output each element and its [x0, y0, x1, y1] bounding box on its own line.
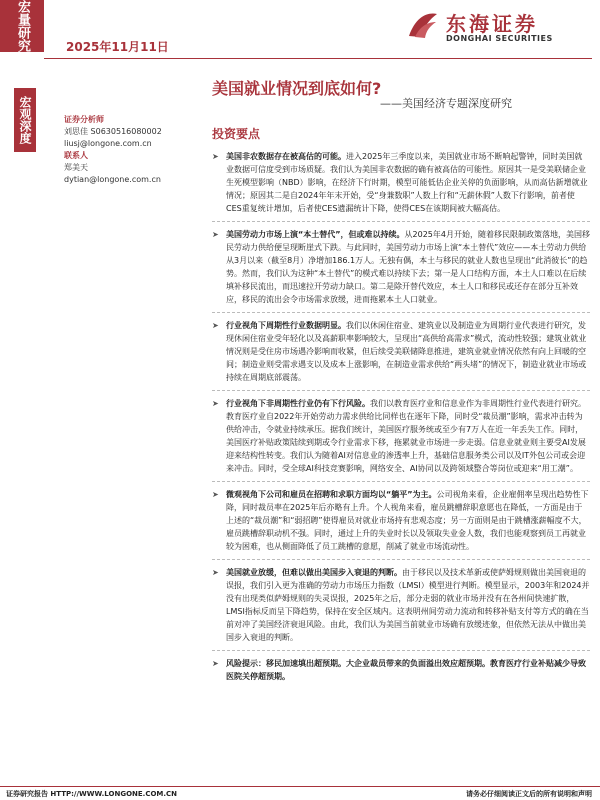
- logo-chinese-name: 东海证券: [446, 12, 538, 36]
- footer-disclaimer: 请务必仔细阅读正文后的所有说明和声明: [466, 790, 592, 798]
- bullet-arrow-icon: ➤: [212, 659, 219, 668]
- contact-email[interactable]: dytian@longone.com.cn: [64, 175, 161, 184]
- key-point-lead: 美国非农数据存在被高估的可能。: [226, 152, 346, 161]
- footer-divider: [0, 786, 600, 787]
- analyst-info: [64, 114, 204, 186]
- key-point-body: 公司视角来看，企业雇佣率呈现出趋势性下降，同时裁员率在2025年后亦略有上升。个人视角来看，雇员跳槽辞职意愿也在降低，一方面是由于上述的“裁员潮”和“弱招聘”使得雇员对就业市场持有悲观态度；另一方面则是由于跳槽涨薪幅度不大，雇员跳槽辞职动机不强。同时，通过上升的失业时长以及领取失业金人数，我们也能观察到员工再就业较为困难，也从侧面降低了员工跳槽的意愿，削减了就业市场流动性。: [226, 490, 589, 551]
- report-title: 美国就业情况到底如何?: [212, 79, 382, 98]
- key-point-lead: 美国劳动力市场上演“本土替代”，但或难以持续。: [226, 230, 405, 239]
- key-point-body: 我们以休闲住宿业、建筑业以及制造业为周期行业代表进行研究，发现休闲住宿业受年轻化以及高薪职率影响较大，呈现出“高供给高需求”模式，流动性较强；建筑业就业情况则是受住房市场遇冷影响而收紧，但后续受美联储降息推进，建筑业就业情况依然有向上回暖的空间；制造业则受需求遇支以及成本上涨影响，在制造业需求供给“两头堵”的情况下，制造业就业市场或持续在周期底部震荡。: [226, 321, 587, 382]
- report-type-tab: 宏量研究: [0, 0, 44, 52]
- key-point-body: 进入2025年三季度以来，美国就业市场不断响起警钟，同时美国就业数据可信度受到市场质疑。我们认为美国非农数据的确有被高估的可能性。原因其一是受美联储企业生死模型影响（NBD）影响，在经济下行时期，模型可能低估企业关停的负面影响，从而高估新增就业情况；原因其二是自2024年年末开始，受“身兼数职”人数上行和“无薪休假”人数下行影响，前者使CES重复统计增加，后者使CES遗漏统计下降，使得CES在该期间被大幅高估。: [226, 152, 588, 213]
- key-point-lead: 行业视角下非周期性行业仍有下行风险。: [226, 399, 370, 408]
- section-title: 投资要点: [212, 127, 261, 141]
- bullet-arrow-icon: ➤: [212, 399, 219, 408]
- key-point-body: 我们以教育医疗业和信息业作为非周期性行业代表进行研究。教育医疗业自2022年开始劳动力需求供给比同样也在逐年下降，同时受“裁员潮”影响，需求冲击转为供给冲击，令就业持续承压。据我们统计，美国医疗服务统或至少有7万人在近一年丢失工作。同时，美国医疗补贴政策陆续到期或令行业需求下移，拖累就业市场进一步走弱。信息业就业则主要受AI发展迎来结构性转变。我们认为随着AI对信息业的渗透率上升，基础信息服务类公司以及IT外包公司或会迎来冲击。同时，受全球AI科技竞赛影响，网络安全、AI协同以及跨领域整合等岗位或迎来“用工潮”。: [226, 399, 586, 473]
- key-points-list: [212, 150, 590, 695]
- report-date: 2025年11月11日: [66, 40, 169, 54]
- key-point-body: 由于移民以及技术革新或使萨姆规则做出美国衰退的误报，我们引入更为准确的劳动力市场压力指数（LMSI）模型进行判断。模型显示，2003年和2024并没有出现类似萨姆规则的失灵误报，2025年之后，部分走弱的就业市场并没有在各州间快速扩散，LMSI指标反而呈下降趋势，保持在安全区域内。这表明州间劳动力流动和转移补贴支付等方式的确在当前对冲了美国经济衰退风险。由此，我们认为美国当前就业市场确有放缓迹象，但依然无法从中做出美国步入衰退的判断。: [226, 568, 590, 642]
- company-logo: [406, 6, 596, 48]
- key-point-lead: 微观视角下公司和雇员在招聘和求职方面均以“躺平”为主。: [226, 490, 437, 499]
- key-point: [212, 657, 590, 689]
- bullet-arrow-icon: ➤: [212, 568, 219, 577]
- analyst-name-id: 刘思佳 S0630516080002: [64, 127, 162, 136]
- key-point-lead: 美国就业放缓，但难以做出美国步入衰退的判断。: [226, 568, 402, 577]
- key-point-lead: 风险提示：: [226, 659, 266, 668]
- bullet-arrow-icon: ➤: [212, 152, 219, 161]
- analyst-email[interactable]: liusj@longone.com.cn: [64, 139, 152, 148]
- key-point: [212, 319, 590, 391]
- report-subtitle: ——美国经济专题深度研究: [380, 97, 512, 110]
- key-point: [212, 397, 590, 482]
- contact-name: 郑美天: [64, 163, 88, 172]
- key-point-lead: 行业视角下周期性行业数据明显。: [226, 321, 346, 330]
- key-point-body: 从2025年4月开始，随着移民限制政策落地，美国移民劳动力供给便呈现断崖式下跌。与此同时，美国劳动力市场上演“本土替代”效应——本土劳动力供给从3月以来（截至8月）净增加186.1万人。无独有偶，本土与移民的就业人数也呈现出“此消彼长”的趋势。然而，我们认为这种“本土替代”的模式难以持续下去；第一是人口结构方面，本土人口难以在后续填补移民流出，而迅速拉开劳动力缺口。第二是除开替代效应，本土人口和移民或还存在部分互补效应，移民的流出会令市场需求放缓，进而拖累本土人口就业。: [226, 230, 590, 304]
- contact-label: 联系人: [64, 151, 88, 160]
- bullet-arrow-icon: ➤: [212, 321, 219, 330]
- key-point: [212, 228, 590, 313]
- analyst-label: 证券分析师: [64, 115, 104, 124]
- bullet-arrow-icon: ➤: [212, 490, 219, 499]
- brand-mark-icon: [406, 10, 440, 40]
- key-point: [212, 566, 590, 651]
- key-point: [212, 488, 590, 560]
- key-point: [212, 150, 590, 222]
- footer-website[interactable]: 证券研究报告 HTTP://WWW.LONGONE.COM.CN: [6, 790, 178, 798]
- category-tab: 宏观深度: [14, 88, 36, 152]
- header-divider: [44, 58, 592, 59]
- key-point-body: 移民加速填出超预期。大企业裁员带来的负面溢出效应超预期。教育医疗行业补贴减少导致医院关停超预期。: [226, 659, 586, 681]
- logo-english-name: DONGHAI SECURITIES: [446, 34, 553, 43]
- bullet-arrow-icon: ➤: [212, 230, 219, 239]
